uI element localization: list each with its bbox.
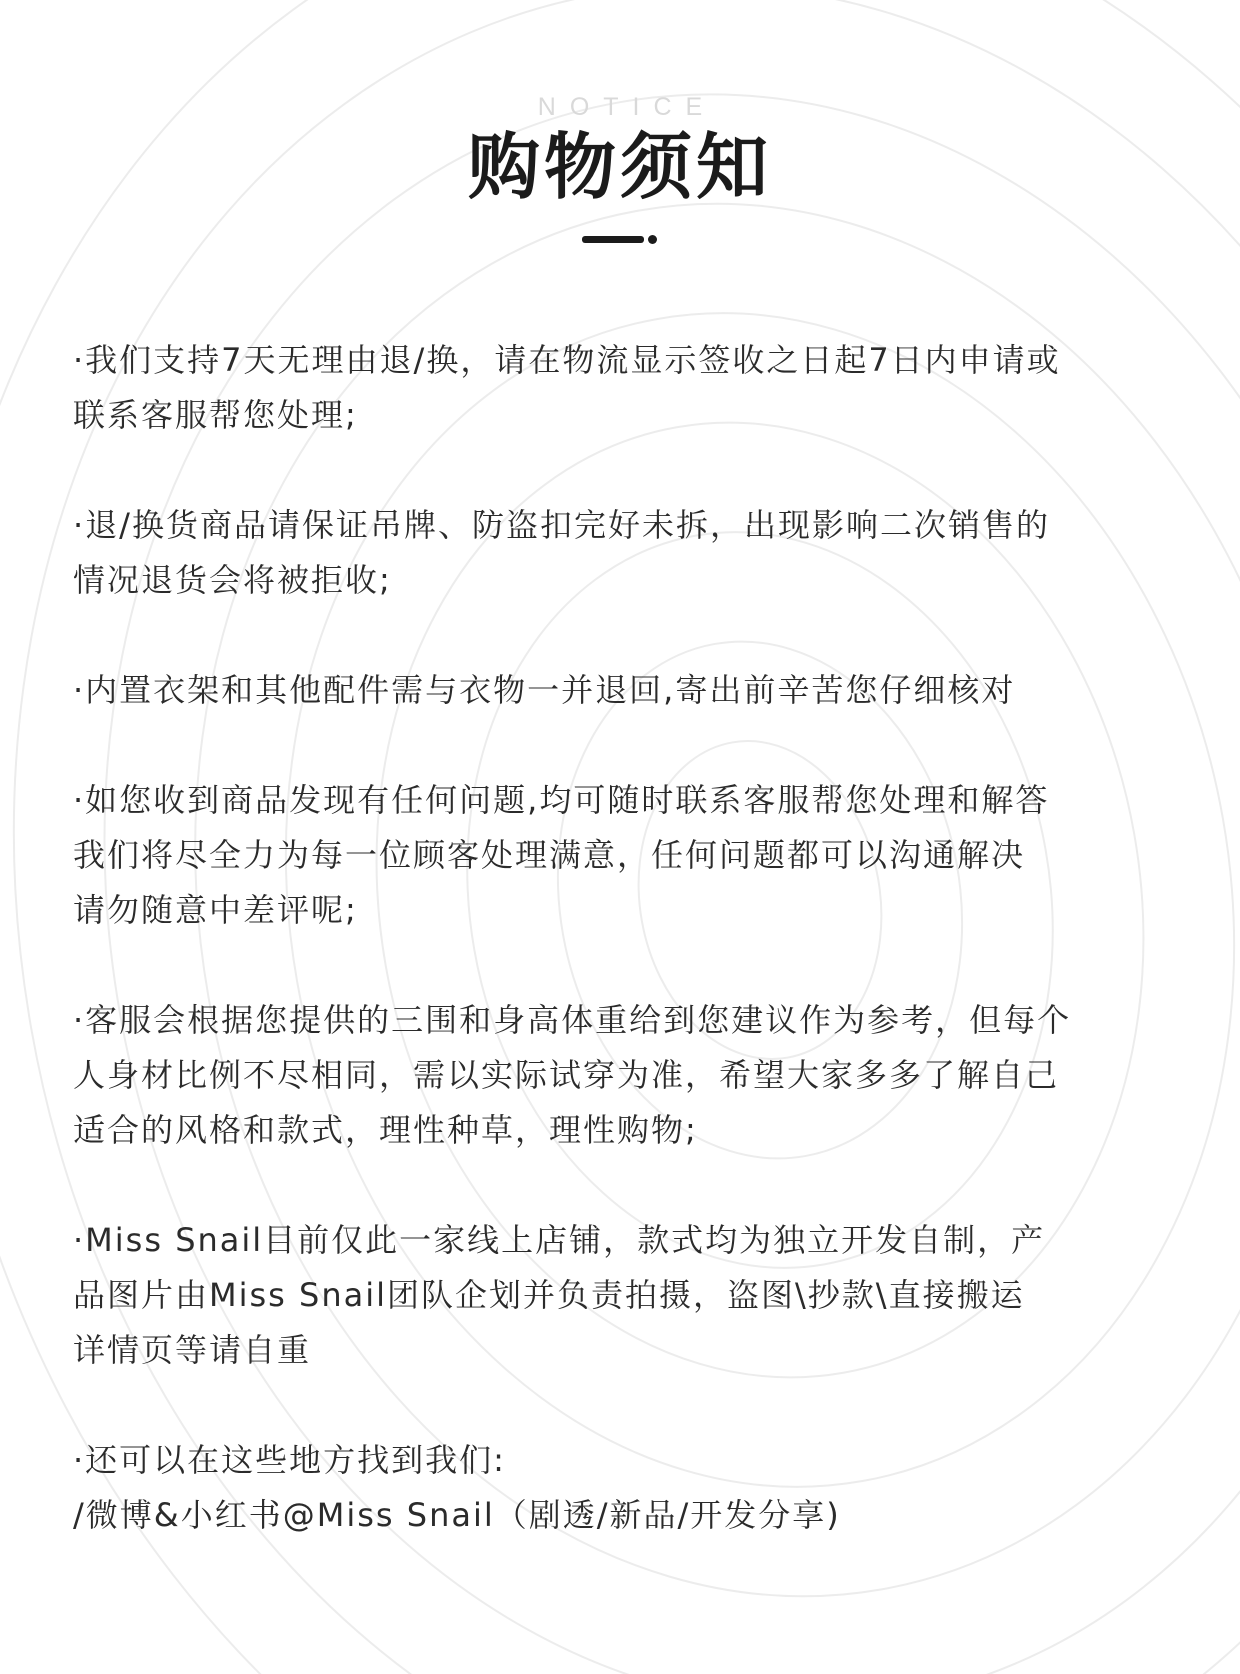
notice-line: 品图片由Miss Snail团队企划并负责拍摄，盗图\抄款\直接搬运 xyxy=(73,1276,1025,1314)
notice-size-advice xyxy=(73,993,1071,1158)
notice-customer-service xyxy=(73,773,1049,938)
title-underline xyxy=(582,236,644,243)
notice-line: ·退/换货商品请保证吊牌、防盗扣完好未拆，出现影响二次销售的 xyxy=(73,506,1050,544)
notice-line: ·我们支持7天无理由退/换，请在物流显示签收之日起7日内申请或 xyxy=(73,341,1061,379)
notice-line: /微博&小红书@Miss Snail（剧透/新品/开发分享) xyxy=(73,1496,841,1534)
notice-line: 情况退货会将被拒收; xyxy=(73,561,392,599)
notice-social-links xyxy=(73,1433,841,1543)
notice-line: 详情页等请自重 xyxy=(73,1331,312,1369)
notice-copyright xyxy=(73,1213,1045,1378)
notice-line: 请勿随意中差评呢; xyxy=(73,891,358,929)
notice-line: 我们将尽全力为每一位顾客处理满意，任何问题都可以沟通解决 xyxy=(73,836,1026,874)
notice-line: ·客服会根据您提供的三围和身高体重给到您建议作为参考，但每个 xyxy=(73,1001,1072,1039)
notice-accessories xyxy=(73,663,1015,718)
notice-line: ·还可以在这些地方找到我们: xyxy=(73,1441,506,1479)
page-title: 购物须知 xyxy=(467,124,772,209)
notice-line: ·内置衣架和其他配件需与衣物一并退回,寄出前辛苦您仔细核对 xyxy=(73,671,1016,709)
notice-line: ·Miss Snail目前仅此一家线上店铺，款式均为独立开发自制，产 xyxy=(73,1221,1046,1259)
notice-line: 人身材比例不尽相同，需以实际试穿为准，希望大家多多了解自己 xyxy=(73,1056,1060,1094)
notice-eyebrow: NOTICE xyxy=(537,93,717,121)
notice-line: 联系客服帮您处理; xyxy=(73,396,358,434)
title-underline-dot xyxy=(648,235,657,244)
notice-return-policy xyxy=(73,333,1061,443)
notice-line: ·如您收到商品发现有任何问题,均可随时联系客服帮您处理和解答 xyxy=(73,781,1050,819)
header xyxy=(0,92,1240,212)
notice-tag-condition xyxy=(73,498,1050,608)
notice-line: 适合的风格和款式，理性种草，理性购物; xyxy=(73,1111,698,1149)
